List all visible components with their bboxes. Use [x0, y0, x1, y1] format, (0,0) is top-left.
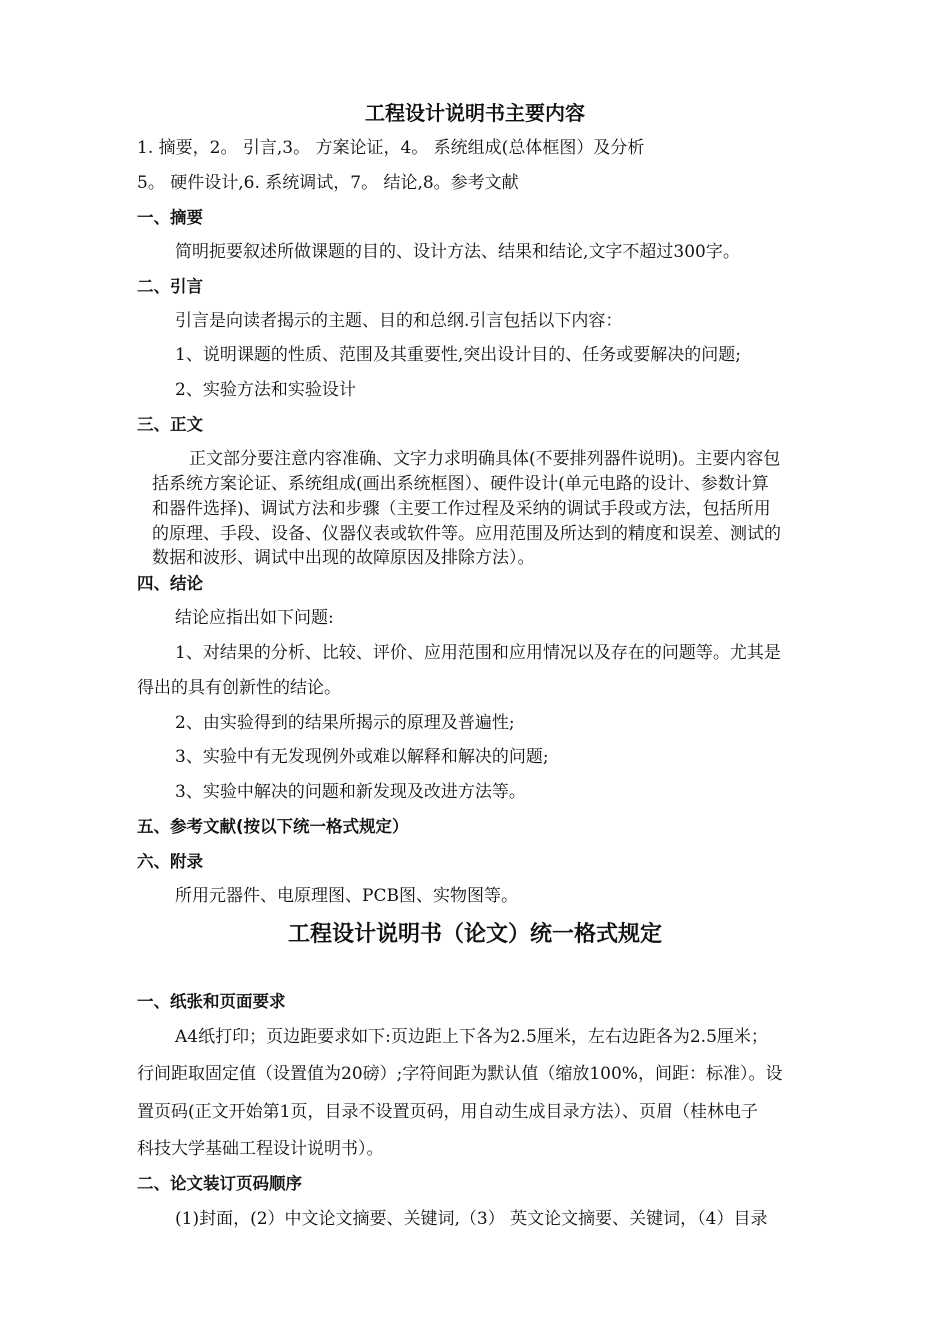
paper-line-2: 行间距取固定值（设置值为20磅）;字符间距为默认值（缩放100%，间距：标准）。设 [137, 1064, 783, 1084]
binding-order-line-1: (1)封面，(2）中文论文摘要、关键词,（3） 英文论文摘要、关键词，（4）目录 [175, 1209, 768, 1229]
section-heading-main: 三、正文 [137, 415, 203, 434]
conclusion-line-5: 3、实验中有无发现例外或难以解释和解决的问题; [175, 747, 549, 767]
intro-line-1: 引言是向读者揭示的主题、目的和总纲.引言包括以下内容： [175, 311, 623, 331]
section-heading-appendix: 六、附录 [137, 852, 203, 871]
abstract-body: 简明扼要叙述所做课题的目的、设计方法、结果和结论,文字不超过300字。 [175, 242, 740, 262]
intro-line-2: 1、说明课题的性质、范围及其重要性,突出设计目的、任务或要解决的问题; [175, 345, 741, 365]
section-heading-references: 五、参考文献(按以下统一格式规定） [137, 817, 409, 836]
section-heading-intro: 二、引言 [137, 277, 203, 296]
toc-line-2: 5。 硬件设计,6. 系统调试，7。 结论,8。参考文献 [137, 173, 519, 193]
section-heading-paper: 一、纸张和页面要求 [137, 992, 286, 1011]
main-line-3: 和器件选择)、调试方法和步骤（主要工作过程及采纳的调试手段或方法，包括所用 [152, 499, 771, 519]
paper-line-1: A4纸打印；页边距要求如下:页边距上下各为2.5厘米，左右边距各为2.5厘米； [175, 1027, 768, 1047]
conclusion-line-2: 1、对结果的分析、比较、评价、应用范围和应用情况以及存在的问题等。尤其是 [175, 643, 781, 663]
paper-line-3: 置页码(正文开始第1页，目录不设置页码，用自动生成目录方法）、页眉（桂林电子 [137, 1102, 758, 1122]
conclusion-line-1: 结论应指出如下问题: [175, 608, 334, 628]
main-line-2: 括系统方案论证、系统组成(画出系统框图）、硬件设计(单元电路的设计、参数计算 [152, 474, 769, 494]
conclusion-line-4: 2、由实验得到的结果所揭示的原理及普遍性; [175, 713, 515, 733]
conclusion-line-3: 得出的具有创新性的结论。 [137, 678, 341, 698]
main-line-5: 数据和波形、调试中出现的故障原因及排除方法）。 [152, 548, 535, 568]
toc-line-1: 1. 摘要，2。 引言,3。 方案论证，4。 系统组成(总体框图）及分析 [137, 138, 645, 158]
section-heading-abstract: 一、摘要 [137, 208, 203, 227]
main-content-title: 工程设计说明书主要内容 [365, 101, 585, 125]
main-line-1: 正文部分要注意内容准确、文字力求明确具体(不要排列器件说明)。主要内容包 [189, 449, 781, 469]
section-heading-binding-order: 二、论文装订页码顺序 [137, 1174, 302, 1193]
main-line-4: 的原理、手段、设备、仪器仪表或软件等。应用范围及所达到的精度和误差、测试的 [152, 524, 781, 544]
section-heading-conclusion: 四、结论 [137, 574, 203, 593]
appendix-body: 所用元器件、电原理图、PCB图、实物图等。 [175, 886, 518, 906]
conclusion-line-6: 3、实验中解决的问题和新发现及改进方法等。 [175, 782, 526, 802]
paper-line-4: 科技大学基础工程设计说明书）。 [137, 1139, 384, 1159]
intro-line-3: 2、实验方法和实验设计 [175, 380, 356, 400]
format-rules-title: 工程设计说明书（论文）统一格式规定 [287, 922, 662, 947]
